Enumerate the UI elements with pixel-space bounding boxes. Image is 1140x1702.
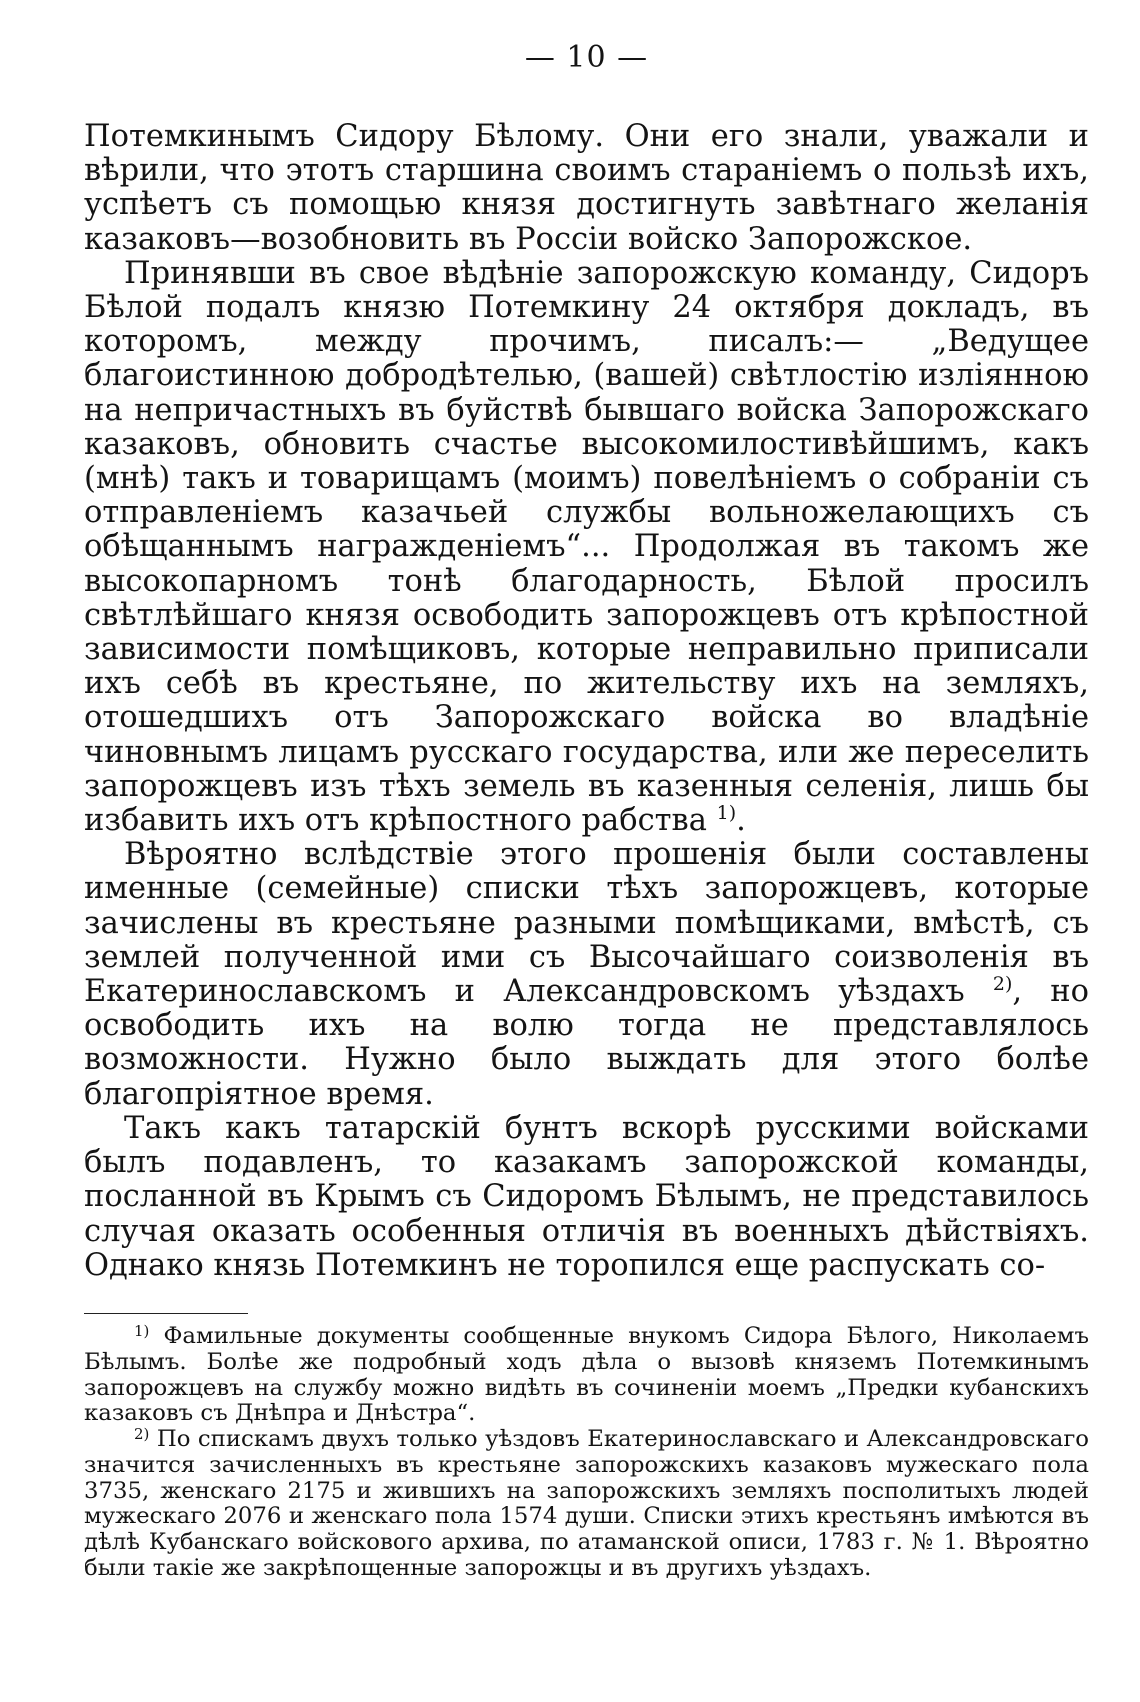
paragraph-text: Такъ какъ татарскій бунтъ вскорѣ русскими войсками былъ подавленъ, то казакамъ запорожской команды, посланной въ Крымъ съ Сидоромъ Бѣлымъ, не представилось случая оказать особенныя отличія въ военныхъ дѣйствіяхъ. Однако князь Потемкинъ не торопился еще распускать со- (84, 1110, 1089, 1283)
footnote-mark-number: 2 (134, 1425, 144, 1444)
paragraph (84, 257, 1089, 838)
footnote (84, 1427, 1089, 1582)
footnote-ref-number: 1 (716, 802, 729, 825)
footnote-ref-number: 2 (992, 973, 1005, 996)
paragraph-text: Принявши въ свое вѣдѣніе запорожскую команду, Сидоръ Бѣлой подалъ князю Потемкину 24 октября докладъ, въ которомъ, между прочимъ, писалъ:— „Ведущее благоистинною добродѣтелью, (вашей) свѣтлостію изліянною на непричастныхъ въ буйствѣ бывшаго войска Запорожскаго казаковъ, обновить счастье высокомилостивѣйшимъ, какъ (мнѣ) такъ и товарищамъ (моимъ) повелѣніемъ о собраніи съ отправленіемъ казачьей службы вольножелающихъ съ обѣщаннымъ награжденіемъ“... Продолжая въ такомъ же высокопарномъ тонѣ благодарность, Бѣлой просилъ свѣтлѣйшаго князя освободить запорожцевъ отъ крѣпостной зависимости помѣщиковъ, которые неправильно приписали ихъ себѣ въ крестьяне, по жительству ихъ на земляхъ, отошедшихъ отъ Запорожскаго войска во владѣніе чиновнымъ лицамъ русскаго государства, или же переселить запорожцевъ изъ тѣхъ земель въ казенныя селенія, лишь бы избавить ихъ отъ крѣпостного рабства (84, 255, 1089, 839)
footnote-reference: 1) (716, 802, 737, 825)
footnote-mark: 2) (134, 1425, 150, 1444)
main-text (84, 120, 1089, 1283)
paragraph-tail: , но освободить ихъ на волю тогда не представлялось возможности. Нужно было выждать для этого болѣе благопріятное время. (84, 974, 1089, 1112)
footnote-text: Фамильные документы сообщенные внукомъ Сидора Бѣлого, Николаемъ Бѣлымъ. Болѣе же подробный ходъ дѣла о вызовѣ княземъ Потемкинымъ запорожцевъ на службу можно видѣть въ сочиненіи моемъ „Предки кубанскихъ казаковъ съ Днѣпра и Днѣстра“. (84, 1322, 1090, 1427)
footnotes (84, 1321, 1090, 1582)
footnote-mark: 1) (134, 1321, 150, 1340)
footnote-reference: 2) (992, 973, 1013, 996)
paragraph (84, 838, 1089, 1112)
document-page (84, 40, 1089, 1582)
footnote-text: По спискамъ двухъ только уѣздовъ Екатеринославскаго и Александровскаго значится зачисленныхъ въ крестьяне запорожскихъ казаковъ мужескаго пола 3735, женскаго 2175 и жившихъ на запорожскихъ земляхъ посполитыхъ людей мужескаго 2076 и женскаго пола 1574 души. Списки этихъ крестьянъ имѣются въ дѣлѣ Кубанскаго войскового архива, по атаманской описи, 1783 г. № 1. Вѣроятно были такіе же закрѣпощенные запорожцы и въ другихъ уѣздахъ. (84, 1426, 1090, 1582)
footnote-divider (84, 1313, 248, 1314)
paragraph (84, 1112, 1089, 1283)
page-number: — 10 — (524, 40, 649, 75)
paragraph (84, 120, 1089, 257)
footnote (84, 1321, 1090, 1427)
paragraph-text: Потемкинымъ Сидору Бѣлому. Они его знали, уважали и вѣрили, что этотъ старшина своимъ стараніемъ о пользѣ ихъ, успѣетъ съ помощью князя достигнуть завѣтнаго желанія казаковъ—возобновить въ Россіи войско Запорожское. (84, 119, 1089, 257)
paragraph-tail: . (736, 803, 746, 839)
paragraph-text: Вѣроятно вслѣдствіе этого прошенія были составлены именные (семейные) списки тѣхъ запорожцевъ, которые зачислены въ крестьяне разными помѣщиками, вмѣстѣ, съ землей полученной ими съ Высочайшаго соизволенія въ Екатеринославскомъ и Александровскомъ уѣздахъ (84, 837, 1089, 1010)
footnote-mark-number: 1 (134, 1321, 144, 1340)
